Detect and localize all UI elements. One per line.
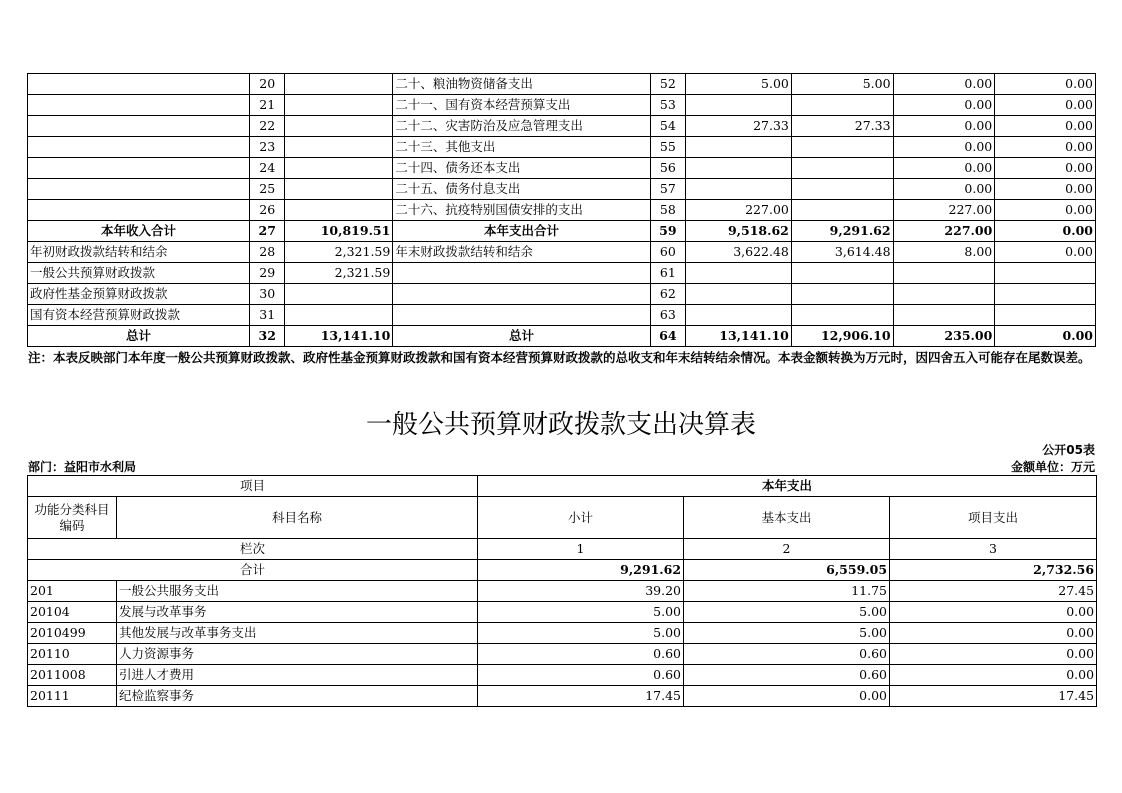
income-item: 年初财政拨款结转和结余 bbox=[28, 242, 250, 263]
subtotal-amount: 17.45 bbox=[478, 686, 684, 707]
income-amount: 2,321.59 bbox=[285, 263, 393, 284]
expense-line-no: 56 bbox=[650, 158, 685, 179]
income-amount bbox=[285, 179, 393, 200]
func-code: 201 bbox=[28, 581, 117, 602]
income-line-no: 30 bbox=[250, 284, 285, 305]
income-line-no: 32 bbox=[250, 326, 285, 347]
income-line-no: 21 bbox=[250, 95, 285, 116]
expense-budget bbox=[791, 263, 893, 284]
summary-row bbox=[28, 179, 1096, 200]
total-label: 合计 bbox=[28, 560, 478, 581]
expense-fund: 0.00 bbox=[893, 95, 995, 116]
subject-name: 人力资源事务 bbox=[117, 644, 478, 665]
income-amount bbox=[285, 200, 393, 221]
expense-state-capital: 0.00 bbox=[995, 137, 1096, 158]
col-index-2: 2 bbox=[684, 539, 890, 560]
expense-row bbox=[28, 644, 1097, 665]
expense-item: 二十、粮油物资储备支出 bbox=[393, 74, 650, 95]
income-amount: 2,321.59 bbox=[285, 242, 393, 263]
subtotal-amount: 5.00 bbox=[478, 623, 684, 644]
summary-row bbox=[28, 305, 1096, 326]
subject-name: 一般公共服务支出 bbox=[117, 581, 478, 602]
summary-row bbox=[28, 263, 1096, 284]
expense-fund: 0.00 bbox=[893, 74, 995, 95]
income-amount: 13,141.10 bbox=[285, 326, 393, 347]
income-line-no: 28 bbox=[250, 242, 285, 263]
func-code: 2010499 bbox=[28, 623, 117, 644]
summary-row bbox=[28, 74, 1096, 95]
income-line-no: 23 bbox=[250, 137, 285, 158]
income-item bbox=[28, 116, 250, 137]
expense-total bbox=[686, 305, 792, 326]
expense-fund: 227.00 bbox=[893, 221, 995, 242]
expense-state-capital: 0.00 bbox=[995, 95, 1096, 116]
expense-state-capital: 0.00 bbox=[995, 158, 1096, 179]
income-item bbox=[28, 179, 250, 200]
expense-line-no: 64 bbox=[650, 326, 685, 347]
expense-fund: 0.00 bbox=[893, 158, 995, 179]
income-amount bbox=[285, 284, 393, 305]
expense-total bbox=[686, 137, 792, 158]
income-item: 政府性基金预算财政拨款 bbox=[28, 284, 250, 305]
expense-budget bbox=[791, 284, 893, 305]
summary-row bbox=[28, 326, 1096, 347]
expense-line-no: 60 bbox=[650, 242, 685, 263]
expense-row bbox=[28, 581, 1097, 602]
income-item: 一般公共预算财政拨款 bbox=[28, 263, 250, 284]
general-budget-expense-table bbox=[27, 475, 1097, 707]
header-basic-expense: 基本支出 bbox=[684, 497, 890, 539]
amount-unit-label: 金额单位：万元 bbox=[1010, 460, 1095, 474]
total-basic: 6,559.05 bbox=[684, 560, 890, 581]
basic-amount: 0.60 bbox=[684, 665, 890, 686]
summary-row bbox=[28, 95, 1096, 116]
expense-budget: 12,906.10 bbox=[791, 326, 893, 347]
expense-item: 二十六、抗疫特别国债安排的支出 bbox=[393, 200, 650, 221]
expense-line-no: 58 bbox=[650, 200, 685, 221]
basic-amount: 5.00 bbox=[684, 602, 890, 623]
header-func-code: 功能分类科目编码 bbox=[28, 497, 117, 539]
expense-state-capital: 0.00 bbox=[995, 221, 1096, 242]
row-index-label: 栏次 bbox=[28, 539, 478, 560]
expense-line-no: 61 bbox=[650, 263, 685, 284]
expense-fund: 227.00 bbox=[893, 200, 995, 221]
project-amount: 0.00 bbox=[890, 644, 1097, 665]
summary-row bbox=[28, 116, 1096, 137]
department-label: 部门：益阳市水利局 bbox=[28, 460, 137, 474]
col-index-1: 1 bbox=[478, 539, 684, 560]
expense-line-no: 53 bbox=[650, 95, 685, 116]
func-code: 2011008 bbox=[28, 665, 117, 686]
expense-budget: 27.33 bbox=[791, 116, 893, 137]
expense-budget: 3,614.48 bbox=[791, 242, 893, 263]
expense-line-no: 59 bbox=[650, 221, 685, 242]
expense-item: 总计 bbox=[393, 326, 650, 347]
income-line-no: 31 bbox=[250, 305, 285, 326]
expense-state-capital: 0.00 bbox=[995, 200, 1096, 221]
summary-row bbox=[28, 158, 1096, 179]
func-code: 20104 bbox=[28, 602, 117, 623]
expense-budget bbox=[791, 158, 893, 179]
income-item bbox=[28, 158, 250, 179]
expense-budget bbox=[791, 95, 893, 116]
expense-state-capital bbox=[995, 263, 1096, 284]
total-project: 2,732.56 bbox=[890, 560, 1097, 581]
expense-fund: 8.00 bbox=[893, 242, 995, 263]
header-subtotal: 小计 bbox=[478, 497, 684, 539]
header-subject-name: 科目名称 bbox=[117, 497, 478, 539]
income-amount bbox=[285, 158, 393, 179]
expense-budget bbox=[791, 305, 893, 326]
expense-fund: 0.00 bbox=[893, 137, 995, 158]
income-item: 总计 bbox=[28, 326, 250, 347]
expense-total: 3,622.48 bbox=[686, 242, 792, 263]
expense-item: 本年支出合计 bbox=[393, 221, 650, 242]
income-line-no: 22 bbox=[250, 116, 285, 137]
subject-name: 引进人才费用 bbox=[117, 665, 478, 686]
expense-total bbox=[686, 263, 792, 284]
expense-total bbox=[686, 179, 792, 200]
expense-fund bbox=[893, 284, 995, 305]
expense-budget bbox=[791, 179, 893, 200]
header-row-1 bbox=[28, 476, 1097, 497]
expense-budget bbox=[791, 137, 893, 158]
expense-line-no: 55 bbox=[650, 137, 685, 158]
expense-item: 二十二、灾害防治及应急管理支出 bbox=[393, 116, 650, 137]
expense-budget: 9,291.62 bbox=[791, 221, 893, 242]
expense-total: 227.00 bbox=[686, 200, 792, 221]
summary-row bbox=[28, 221, 1096, 242]
expense-total: 9,518.62 bbox=[686, 221, 792, 242]
header-project: 项目 bbox=[28, 476, 478, 497]
basic-amount: 5.00 bbox=[684, 623, 890, 644]
header-project-expense: 项目支出 bbox=[890, 497, 1097, 539]
col-index-3: 3 bbox=[890, 539, 1097, 560]
income-item: 国有资本经营预算财政拨款 bbox=[28, 305, 250, 326]
project-amount: 27.45 bbox=[890, 581, 1097, 602]
income-line-no: 24 bbox=[250, 158, 285, 179]
expense-fund: 0.00 bbox=[893, 179, 995, 200]
expense-total bbox=[686, 284, 792, 305]
expense-item bbox=[393, 284, 650, 305]
subject-name: 其他发展与改革事务支出 bbox=[117, 623, 478, 644]
income-line-no: 26 bbox=[250, 200, 285, 221]
func-code: 20111 bbox=[28, 686, 117, 707]
expense-item: 二十三、其他支出 bbox=[393, 137, 650, 158]
expense-row bbox=[28, 686, 1097, 707]
header-row-index bbox=[28, 539, 1097, 560]
revenue-expense-summary-table bbox=[27, 73, 1096, 347]
expense-item: 二十五、债务付息支出 bbox=[393, 179, 650, 200]
income-item bbox=[28, 74, 250, 95]
subtotal-amount: 39.20 bbox=[478, 581, 684, 602]
subtotal-amount: 0.60 bbox=[478, 665, 684, 686]
expense-total: 27.33 bbox=[686, 116, 792, 137]
income-line-no: 29 bbox=[250, 263, 285, 284]
expense-state-capital: 0.00 bbox=[995, 179, 1096, 200]
expense-item bbox=[393, 305, 650, 326]
expense-state-capital: 0.00 bbox=[995, 74, 1096, 95]
subtotal-amount: 0.60 bbox=[478, 644, 684, 665]
expense-fund: 235.00 bbox=[893, 326, 995, 347]
expense-state-capital: 0.00 bbox=[995, 326, 1096, 347]
total-row bbox=[28, 560, 1097, 581]
expense-budget: 5.00 bbox=[791, 74, 893, 95]
subject-name: 纪检监察事务 bbox=[117, 686, 478, 707]
expense-line-no: 62 bbox=[650, 284, 685, 305]
expense-line-no: 52 bbox=[650, 74, 685, 95]
basic-amount: 0.60 bbox=[684, 644, 890, 665]
income-line-no: 25 bbox=[250, 179, 285, 200]
income-amount bbox=[285, 95, 393, 116]
summary-row bbox=[28, 242, 1096, 263]
expense-total: 13,141.10 bbox=[686, 326, 792, 347]
form-code: 公开05表 bbox=[1042, 443, 1095, 457]
total-subtotal: 9,291.62 bbox=[478, 560, 684, 581]
summary-row bbox=[28, 284, 1096, 305]
func-code: 20110 bbox=[28, 644, 117, 665]
expense-total bbox=[686, 158, 792, 179]
expense-line-no: 57 bbox=[650, 179, 685, 200]
expense-line-no: 63 bbox=[650, 305, 685, 326]
expense-item: 二十一、国有资本经营预算支出 bbox=[393, 95, 650, 116]
income-line-no: 20 bbox=[250, 74, 285, 95]
expense-total bbox=[686, 95, 792, 116]
subtotal-amount: 5.00 bbox=[478, 602, 684, 623]
project-amount: 17.45 bbox=[890, 686, 1097, 707]
expense-state-capital bbox=[995, 284, 1096, 305]
expense-row bbox=[28, 623, 1097, 644]
table-note: 注：本表反映部门本年度一般公共预算财政拨款、政府性基金预算财政拨款和国有资本经营预算财政拨款的总收支和年末结转结余情况。本表金额转换为万元时，因四舍五入可能存在尾数误差。 bbox=[28, 350, 1091, 365]
page-title: 一般公共预算财政拨款支出决算表 bbox=[365, 410, 756, 440]
expense-state-capital: 0.00 bbox=[995, 242, 1096, 263]
project-amount: 0.00 bbox=[890, 665, 1097, 686]
summary-row bbox=[28, 200, 1096, 221]
expense-fund: 0.00 bbox=[893, 116, 995, 137]
income-amount bbox=[285, 116, 393, 137]
project-amount: 0.00 bbox=[890, 623, 1097, 644]
expense-total: 5.00 bbox=[686, 74, 792, 95]
expense-state-capital bbox=[995, 305, 1096, 326]
summary-row bbox=[28, 137, 1096, 158]
income-item: 本年收入合计 bbox=[28, 221, 250, 242]
expense-line-no: 54 bbox=[650, 116, 685, 137]
subject-name: 发展与改革事务 bbox=[117, 602, 478, 623]
income-item bbox=[28, 137, 250, 158]
expense-row bbox=[28, 602, 1097, 623]
income-amount: 10,819.51 bbox=[285, 221, 393, 242]
basic-amount: 0.00 bbox=[684, 686, 890, 707]
header-current-year-expense: 本年支出 bbox=[478, 476, 1097, 497]
expense-fund bbox=[893, 263, 995, 284]
expense-budget bbox=[791, 200, 893, 221]
expense-fund bbox=[893, 305, 995, 326]
income-line-no: 27 bbox=[250, 221, 285, 242]
project-amount: 0.00 bbox=[890, 602, 1097, 623]
expense-item: 二十四、债务还本支出 bbox=[393, 158, 650, 179]
income-amount bbox=[285, 74, 393, 95]
expense-state-capital: 0.00 bbox=[995, 116, 1096, 137]
income-amount bbox=[285, 305, 393, 326]
expense-row bbox=[28, 665, 1097, 686]
expense-item: 年末财政拨款结转和结余 bbox=[393, 242, 650, 263]
expense-item bbox=[393, 263, 650, 284]
header-row-2 bbox=[28, 497, 1097, 539]
income-item bbox=[28, 200, 250, 221]
income-item bbox=[28, 95, 250, 116]
basic-amount: 11.75 bbox=[684, 581, 890, 602]
income-amount bbox=[285, 137, 393, 158]
